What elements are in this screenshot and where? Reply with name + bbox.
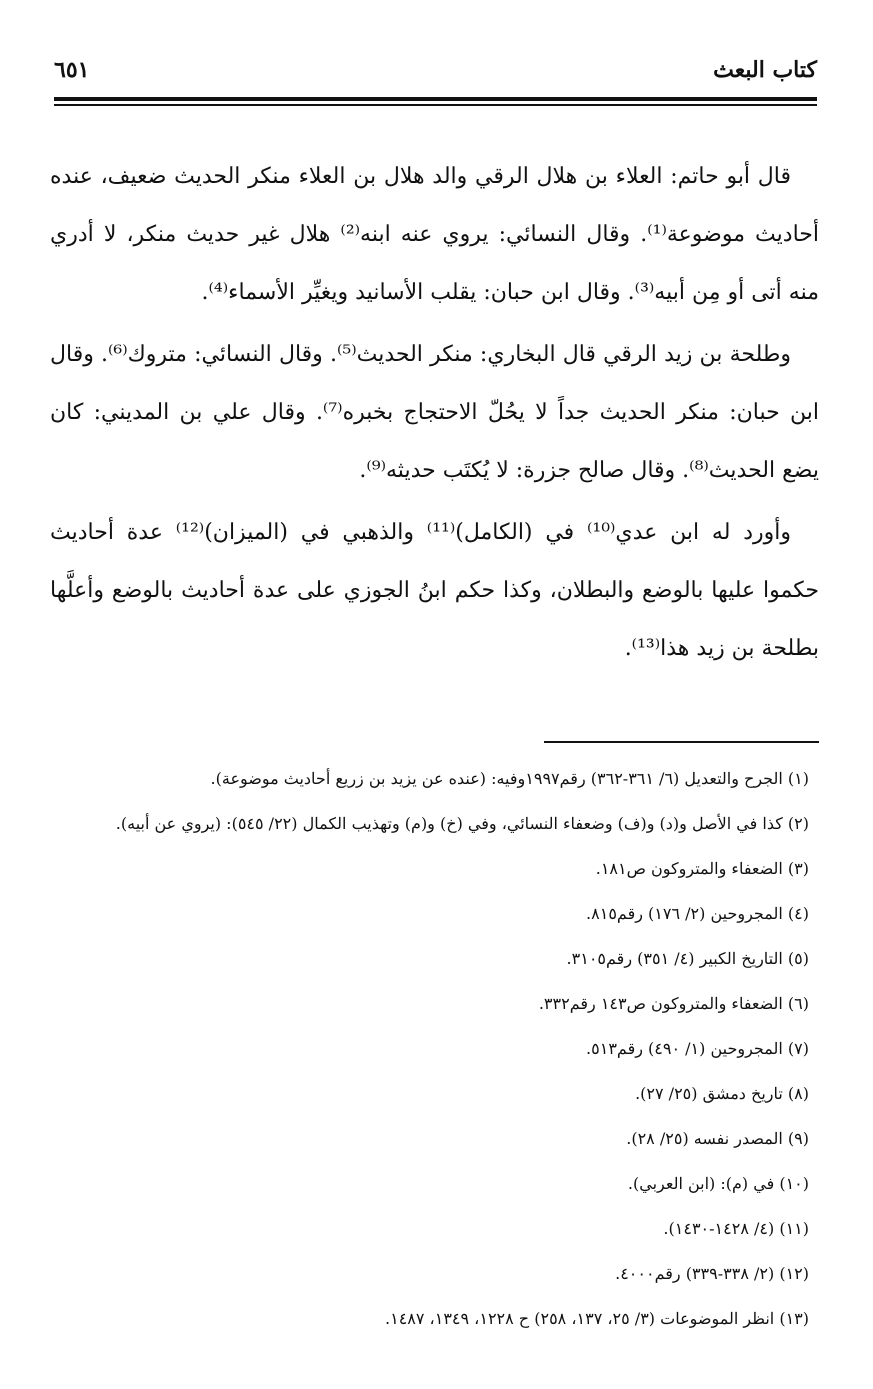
footnote: (٤) المجروحين (٢/ ١٧٦) رقم٨١٥. <box>586 904 809 923</box>
footnote: (١١) (٤/ ١٤٢٨-١٤٣٠). <box>663 1219 809 1238</box>
main-text <box>50 148 819 682</box>
header-rule-thick <box>54 97 817 101</box>
paragraph: قال أبو حاتم: العلاء بن هلال الرقي والد هلال بن العلاء منكر الحديث ضعيف، عنده أحاديث موضوعة⁽¹⁾. وقال النسائي: يروي عنه ابنه⁽²⁾ هلال غير حديث منكر، لا أدري منه أتى أو مِن أبيه⁽³⁾. وقال ابن حبان: يقلب الأسانيد ويغيِّر الأسماء⁽⁴⁾. <box>50 164 819 305</box>
paragraph: وأورد له ابن عدي⁽¹⁰⁾ في (الكامل)⁽¹¹⁾ والذهبي في (الميزان)⁽¹²⁾ عدة أحاديث حكموا عليها بالوضع والبطلان، وكذا حكم ابنُ الجوزي على عدة أحاديث بالوضع وأعلَّها بطلحة بن زيد هذا⁽¹³⁾. <box>50 520 819 661</box>
footnote: (١٣) انظر الموضوعات (٣/ ٢٥، ١٣٧، ٢٥٨) ح ١٢٢٨، ١٣٤٩، ١٤٨٧. <box>385 1309 809 1328</box>
footnote: (١٢) (٢/ ٣٣٨-٣٣٩) رقم٤٠٠٠. <box>615 1264 809 1283</box>
footnote: (٣) الضعفاء والمتروكون ص١٨١. <box>595 859 809 878</box>
footnote: (٢) كذا في الأصل و(د) و(ف) وضعفاء النسائي، وفي (خ) و(م) وتهذيب الكمال (٢٢/ ٥٤٥): (يروي عن أبيه). <box>115 814 809 833</box>
footnote: (٥) التاريخ الكبير (٤/ ٣٥١) رقم٣١٠٥. <box>566 949 809 968</box>
footnote: (٨) تاريخ دمشق (٢٥/ ٢٧). <box>635 1084 809 1103</box>
page-number: ٦٥١ <box>54 57 90 83</box>
footnote: (١٠) في (م): (ابن العربي). <box>627 1174 809 1193</box>
page-header <box>54 52 817 88</box>
footnote-separator <box>544 741 819 743</box>
footnote: (٧) المجروحين (١/ ٤٩٠) رقم٥١٣. <box>586 1039 809 1058</box>
footnote: (٦) الضعفاء والمتروكون ص١٤٣ رقم٣٣٢. <box>538 994 809 1013</box>
paragraph: وطلحة بن زيد الرقي قال البخاري: منكر الحديث⁽⁵⁾. وقال النسائي: متروك⁽⁶⁾. وقال ابن حبان: منكر الحديث جداً لا يحُلّ الاحتجاج بخبره⁽⁷⁾. وقال علي بن المديني: كان يضع الحديث⁽⁸⁾. وقال صالح جزرة: لا يُكتَب حديثه⁽⁹⁾. <box>50 342 820 483</box>
book-title: كتاب البعث <box>713 57 817 83</box>
footnotes <box>60 768 809 1353</box>
footnote: (١) الجرح والتعديل (٦/ ٣٦١-٣٦٢) رقم١٩٩٧وفيه: (عنده عن يزيد بن زريع أحاديث موضوعة). <box>210 769 809 788</box>
header-rule-thin <box>54 104 817 106</box>
footnote: (٩) المصدر نفسه (٢٥/ ٢٨). <box>626 1129 809 1148</box>
